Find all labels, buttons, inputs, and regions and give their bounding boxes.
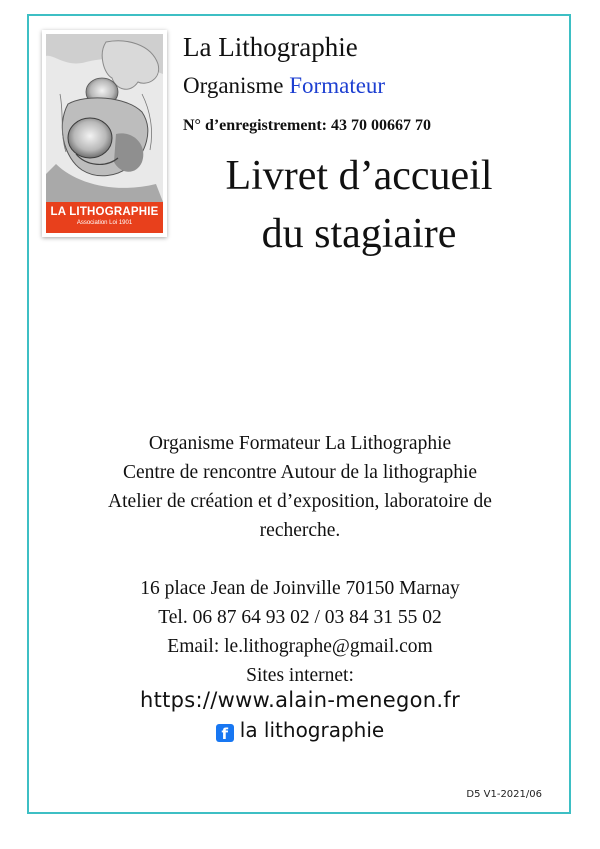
logo-band (46, 202, 163, 233)
email[interactable]: Email: le.lithographe@gmail.com (167, 636, 433, 657)
facebook-link[interactable] (40, 718, 560, 742)
address: 16 place Jean de Joinville 70150 Marnay (140, 578, 460, 599)
website-link[interactable]: https://www.alain-menegon.fr (139, 688, 461, 712)
lithograph-drawing (46, 34, 163, 202)
organization-type (183, 73, 385, 99)
organization-type-accent: Formateur (289, 73, 386, 98)
sites-label: Sites internet: (246, 665, 354, 686)
organization-type-prefix: Organisme (183, 73, 290, 98)
facebook-label: la lithographie (239, 718, 385, 742)
info-line: recherche. (259, 520, 341, 541)
document-title-line1: Livret d’accueil (225, 153, 493, 199)
version-code: D5 V1-2021/06 (466, 789, 542, 800)
phone: Tel. 06 87 64 93 02 / 03 84 31 55 02 (158, 607, 442, 628)
facebook-icon: f (216, 724, 234, 742)
contact-block (40, 429, 560, 690)
logo-name: LA LITHOGRAPHIE (50, 206, 159, 218)
document-title (183, 147, 535, 263)
spacer (40, 545, 560, 574)
document-title-line2: du stagiaire (261, 211, 457, 257)
info-line: Atelier de création et d’exposition, laboratoire de (108, 491, 492, 512)
logo-subtitle: Association Loi 1901 (76, 220, 133, 226)
lithographie-logo (42, 30, 167, 237)
registration-number: N° d’enregistrement: 43 70 00667 70 (183, 117, 431, 134)
organization-title: La Lithographie (183, 32, 358, 62)
info-line: Organisme Formateur La Lithographie (148, 433, 452, 454)
info-line: Centre de rencontre Autour de la lithographie (122, 462, 478, 483)
logo-illustration (46, 34, 163, 202)
